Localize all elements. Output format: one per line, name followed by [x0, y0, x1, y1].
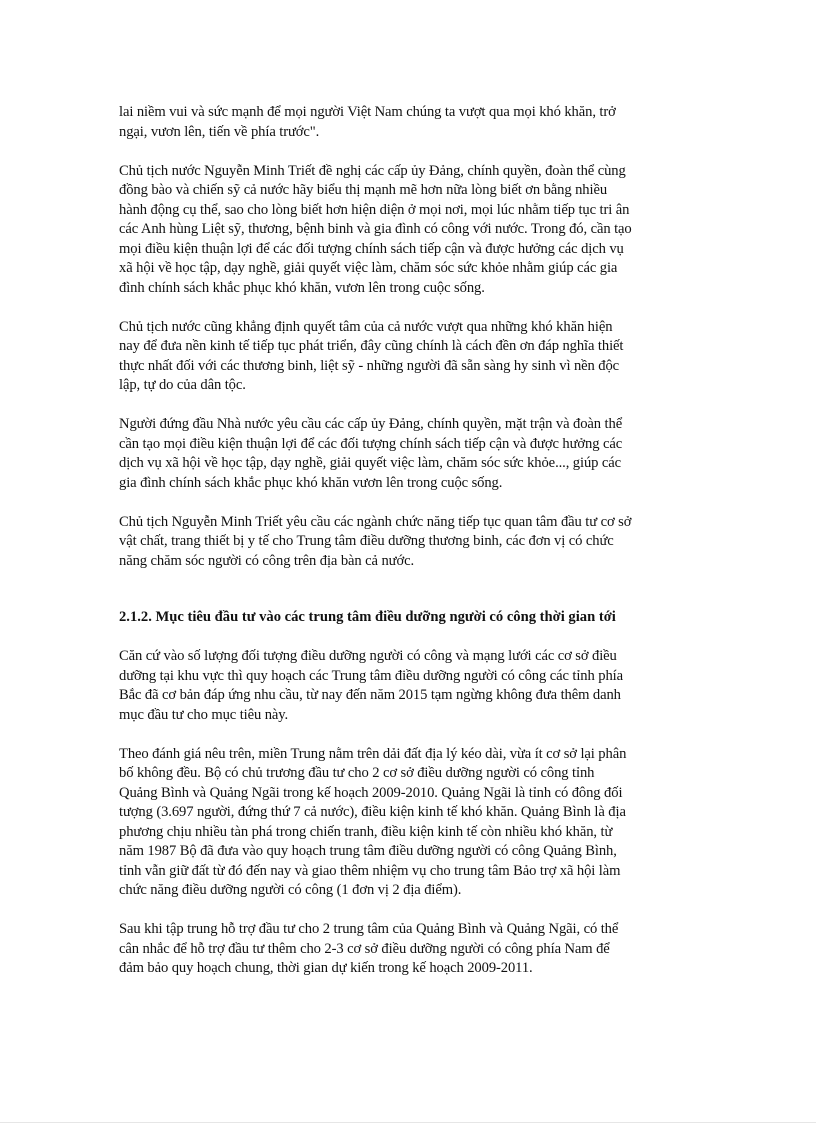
paragraph	[119, 513, 685, 572]
text-line: dưỡng tại khu vực thì quy hoạch các Trung tâm điều dưỡng người có công các tỉnh phía	[119, 667, 623, 684]
paragraph	[119, 103, 685, 142]
text-line: ngại, vươn lên, tiến về phía trước".	[119, 123, 320, 140]
text-line: các Anh hùng Liệt sỹ, thương, bệnh binh và gia đình có công với nước. Trong đó, cần tạo	[119, 221, 632, 237]
document-page	[119, 103, 685, 998]
text-line: năm 1987 Bộ đã đưa vào quy hoạch trung tâm điều dưỡng người có công Quảng Bình,	[119, 843, 617, 859]
text-line: năng chăm sóc người có công trên địa bàn cả nước.	[119, 552, 415, 569]
text-line: đồng bào và chiến sỹ cả nước hãy biểu thị mạnh mẽ hơn nữa lòng biết ơn bằng nhiều	[119, 182, 608, 198]
text-line: xã hội về học tập, dạy nghề, giải quyết việc làm, chăm sóc sức khỏe nhằm giúp các gia	[119, 260, 618, 276]
paragraph	[119, 415, 685, 493]
text-line: Người đứng đầu Nhà nước yêu cầu các cấp ủy Đảng, chính quyền, mặt trận và đoàn thể	[119, 416, 623, 432]
paragraph	[119, 920, 685, 979]
text-line: Căn cứ vào số lượng đối tượng điều dưỡng người có công và mạng lưới các cơ sở điều	[119, 648, 617, 664]
text-line: lập, tự do của dân tộc.	[119, 377, 246, 393]
text-line: gia đình chính sách khắc phục khó khăn vươn lên trong cuộc sống.	[119, 474, 503, 491]
body-text-after-heading	[119, 647, 685, 979]
text-line: mọi điều kiện thuận lợi để các đối tượng chính sách tiếp cận và được hưởng các dịch vụ	[119, 240, 624, 257]
text-line: cần tạo mọi điều kiện thuận lợi để các đối tượng chính sách tiếp cận và được hưởng các	[119, 435, 623, 452]
text-line: Sau khi tập trung hỗ trợ đầu tư cho 2 trung tâm của Quảng Bình và Quảng Ngãi, có thể	[119, 921, 619, 937]
text-line: cân nhắc để hỗ trợ đầu tư thêm cho 2-3 cơ sở điều dưỡng người có công phía Nam để	[119, 940, 610, 957]
text-line: hành động cụ thể, sao cho lòng biết hơn hiện diện ở mọi nơi, mọi lúc nhằm tiếp tục tri ân	[119, 201, 630, 218]
paragraph	[119, 318, 685, 396]
section-heading: 2.1.2. Mục tiêu đầu tư vào các trung tâm điều dưỡng người có công thời gian tới	[119, 609, 616, 625]
text-line: đình chính sách khắc phục khó khăn, vươn lên trong cuộc sống.	[119, 279, 485, 296]
text-line: bố không đều. Bộ có chủ trương đầu tư cho 2 cơ sở điều dưỡng người có công tỉnh	[119, 765, 595, 781]
paragraph	[119, 647, 685, 725]
text-line: đảm bảo quy hoạch chung, thời gian dự kiến trong kế hoạch 2009-2011.	[119, 960, 533, 976]
text-line: lai niềm vui và sức mạnh để mọi người Việt Nam chúng ta vượt qua mọi khó khăn, trở	[119, 104, 616, 120]
text-line: Chủ tịch Nguyễn Minh Triết yêu cầu các ngành chức năng tiếp tục quan tâm đầu tư cơ sở	[119, 513, 632, 530]
text-line: vật chất, trang thiết bị y tế cho Trung tâm điều dưỡng thương binh, các đơn vị có chức	[119, 533, 614, 549]
text-line: Bắc đã cơ bản đáp ứng nhu cầu, từ nay đến năm 2015 tạm ngừng không đưa thêm danh	[119, 687, 621, 703]
paragraph	[119, 162, 685, 299]
paragraph	[119, 745, 685, 901]
text-line: chức năng điều dưỡng người có công (1 đơn vị 2 địa điểm).	[119, 882, 462, 898]
text-line: phương chịu nhiều tàn phá trong chiến tranh, điều kiện kinh tế còn nhiều khó khăn, từ	[119, 823, 613, 840]
text-line: Chủ tịch nước cũng khẳng định quyết tâm của cả nước vượt qua những khó khăn hiện	[119, 318, 613, 335]
text-line: nay để đưa nền kinh tế tiếp tục phát triển, đây cũng chính là cách đền ơn đáp nghĩa thiết	[119, 338, 624, 354]
text-line: Chủ tịch nước Nguyễn Minh Triết đề nghị các cấp ủy Đảng, chính quyền, đoàn thể cùng	[119, 162, 626, 179]
text-line: mục đầu tư cho mục tiêu này.	[119, 706, 289, 723]
text-line: dịch vụ xã hội về học tập, dạy nghề, giải quyết việc làm, chăm sóc sức khỏe..., giúp các	[119, 455, 622, 471]
body-text-before-heading	[119, 103, 685, 571]
text-line: thực nhất đối với các thương binh, liệt sỹ - những người đã sẵn sàng hy sinh vì nền độc	[119, 357, 620, 374]
text-line: tượng (3.697 người, đứng thứ 7 cả nước), điều kiện kinh tế khó khăn. Quảng Bình là địa	[119, 804, 626, 820]
text-line: tỉnh vẫn giữ đất từ đó đến nay và giao thêm nhiệm vụ cho trung tâm Bảo trợ xã hội làm	[119, 862, 621, 879]
text-line: Theo đánh giá nêu trên, miền Trung nằm trên dải đất địa lý kéo dài, vừa ít cơ sở lại phân	[119, 745, 627, 762]
text-line: Quảng Bình và Quảng Ngãi trong kế hoạch 2009-2010. Quảng Ngãi là tỉnh có đông đối	[119, 784, 623, 801]
